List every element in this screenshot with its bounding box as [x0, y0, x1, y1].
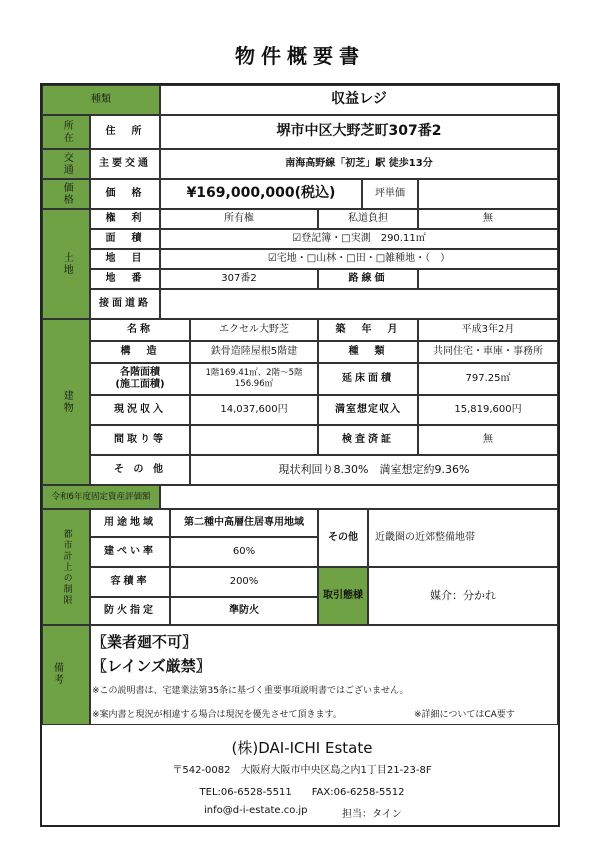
- inspection-label: 検査済証: [318, 425, 418, 455]
- building-group: 建物: [42, 319, 90, 485]
- use-zone-value: 第二種中高層住居専用地域: [170, 509, 318, 537]
- land-category-value: ☑宅地・□山林・□田・□雑種地・（ ）: [160, 249, 558, 269]
- layout-label: 間取り等: [90, 425, 190, 455]
- company-name: (株)DAI-ICHI Estate: [231, 739, 373, 757]
- current-income-value: 14,037,600円: [190, 395, 318, 425]
- land-category-label: 地 目: [90, 249, 160, 269]
- remark-no-reins: 〖レインズ厳禁〗: [92, 657, 211, 675]
- property-sheet: [40, 83, 560, 827]
- other-value: 現状利回り8.30% 満室想定約9.36%: [190, 455, 558, 485]
- remark-note-2: ※案内書と現況が相違する場合は現況を優先させて頂きます。: [92, 710, 342, 720]
- type-value: 収益レジ: [160, 85, 558, 115]
- total-floor-value: 797.25㎡: [418, 363, 558, 395]
- road-price-value: [418, 269, 558, 289]
- lot-value: 307番2: [160, 269, 318, 289]
- floor-area-value: 1階169.41㎡、2階〜5階156.96㎡: [190, 363, 318, 395]
- full-income-label: 満室想定収入: [318, 395, 418, 425]
- city-other-label: その他: [318, 509, 368, 567]
- far-label: 容積率: [90, 567, 170, 597]
- land-area-value: ☑登記簿・□実測 290.11㎡: [160, 229, 558, 249]
- coverage-value: 60%: [170, 537, 318, 567]
- building-name-value: エクセル大野芝: [190, 319, 318, 341]
- far-value: 200%: [170, 567, 318, 597]
- remark-note-3: ※詳細についてはCA要す: [414, 710, 515, 720]
- layout-value: [190, 425, 318, 455]
- land-area-label: 面 積: [90, 229, 160, 249]
- location-group: 所在: [42, 115, 90, 149]
- current-income-label: 現況収入: [90, 395, 190, 425]
- price-group: 価格: [42, 179, 90, 209]
- built-date-label: 築 年 月: [318, 319, 418, 341]
- floor-area-label-cell: [90, 363, 190, 395]
- unit-price-label: 坪単価: [362, 179, 418, 209]
- private-road-value: 無: [418, 209, 558, 229]
- location-value: 堺市中区大野芝町307番2: [160, 115, 558, 149]
- transport-label: 主要交通: [90, 149, 160, 179]
- page-title: 物件概要書: [235, 44, 365, 68]
- remarks-group: 備考: [42, 625, 90, 725]
- company-email: info@d-i-estate.co.jp: [204, 805, 308, 816]
- land-rights-value: 所有権: [160, 209, 318, 229]
- use-zone-label: 用途地域: [90, 509, 170, 537]
- floor-area-label: 各階面積: [120, 366, 160, 378]
- deal-type-label: 取引態様: [318, 567, 368, 625]
- city-other-value: 近畿圏の近郊整備地帯: [368, 509, 558, 567]
- transport-value: 南海高野線「初芝」駅 徒歩13分: [160, 149, 558, 179]
- road-price-label: 路線価: [318, 269, 418, 289]
- inspection-value: 無: [418, 425, 558, 455]
- full-income-value: 15,819,600円: [418, 395, 558, 425]
- location-label: 住 所: [90, 115, 160, 149]
- other-label: そ の 他: [90, 455, 190, 485]
- frontage-value: [160, 289, 558, 319]
- remark-no-brokers: 〖業者廻不可〗: [92, 633, 198, 651]
- total-floor-label: 延床面積: [318, 363, 418, 395]
- deal-type-value: 媒介：分かれ: [368, 567, 558, 625]
- unit-price-value: [418, 179, 558, 209]
- floor-area-sublabel: (施工面積): [115, 379, 165, 390]
- private-road-label: 私道負担: [318, 209, 418, 229]
- type-label: 種類: [42, 85, 160, 115]
- tax-value: [160, 485, 558, 509]
- coverage-label: 建ぺい率: [90, 537, 170, 567]
- city-group: 都市計上の制限: [42, 509, 90, 625]
- structure-label: 構 造: [90, 341, 190, 363]
- land-group: 土地: [42, 209, 90, 319]
- lot-label: 地 番: [90, 269, 160, 289]
- company-phone-fax: TEL:06-6528-5511 FAX:06-6258-5512: [199, 787, 405, 798]
- tax-label: 令和6年度固定資産評価額: [42, 485, 160, 509]
- remark-note-1: ※この説明書は、宅建業法第35条に基づく重要事項説明書ではございません。: [92, 686, 409, 696]
- price-value: ¥169,000,000(税込): [160, 179, 362, 209]
- structure-value: 鉄骨造陸屋根5階建: [190, 341, 318, 363]
- company-address: 〒542-0082 大阪府大阪市中央区島之内1丁目21-23-8F: [172, 765, 432, 776]
- price-label: 価 格: [90, 179, 160, 209]
- kind-label: 種 類: [318, 341, 418, 363]
- fire-value: 準防火: [170, 597, 318, 625]
- built-date-value: 平成3年2月: [418, 319, 558, 341]
- frontage-label: 接面道路: [90, 289, 160, 319]
- fire-label: 防火指定: [90, 597, 170, 625]
- transport-group: 交通: [42, 149, 90, 179]
- land-rights-label: 権 利: [90, 209, 160, 229]
- staff-name: 担当：タイン: [342, 809, 402, 820]
- kind-value: 共同住宅・車庫・事務所: [418, 341, 558, 363]
- building-name-label: 名称: [90, 319, 190, 341]
